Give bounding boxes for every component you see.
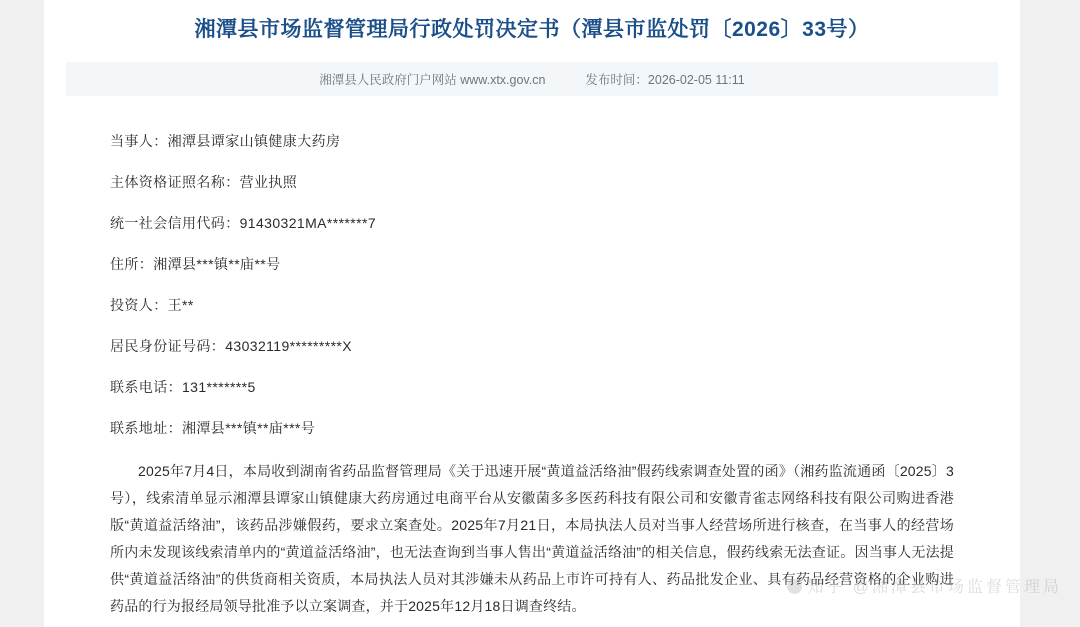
document-meta-bar (66, 62, 998, 96)
field-contact-address: 联系地址：湘潭县***镇**庙***号 (110, 420, 316, 436)
watermark-text: 知乎 @湘潭县市场监督管理局 (807, 579, 1062, 596)
field-investor: 投资人：王** (110, 297, 194, 313)
field-address: 住所：湘潭县***镇**庙**号 (110, 256, 281, 272)
field-license-name: 主体资格证照名称：营业执照 (110, 174, 298, 190)
document-paragraph: 2025年7月4日，本局收到湖南省药品监督管理局《关于迅速开展“黄道益活络油”假药线索调查处置的函》（湘药监流通函〔2025〕3号），线索清单显示湘潭县谭家山镇健康大药房通过电商平台从安徽菌多多医药科技有限公司和安徽青雀志网络科技有限公司购进香港版“黄道益活络油”，该药品涉嫌假药，要求立案查处。2025年7月21日，本局执法人员对当事人经营场所进行核查，在当事人的经营场所内未发现该线索清单内的“黄道益活络油”，也无法查询到当事人售出“黄道益活络油”的相关信息，假药线索无法查证。因当事人无法提供“黄道益活络油”的供货商相关资质，本局执法人员对其涉嫌未从药品上市许可持有人、药品批发企业、具有药品经营资格的企业购进药品的行为报经局领导批准予以立案调查，并于2025年12月18日调查终结。 (110, 463, 954, 614)
field-credit-code: 统一社会信用代码：91430321MA*******7 (110, 215, 377, 231)
page-title: 湘潭县市场监督管理局行政处罚决定书（潭县市监处罚〔2026〕33号） (194, 18, 870, 41)
page-right-margin (1020, 0, 1080, 627)
document-sheet (44, 0, 1020, 627)
page-left-margin (0, 0, 44, 627)
document-body (44, 96, 1020, 627)
field-phone: 联系电话：131*******5 (110, 379, 256, 395)
field-party: 当事人：湘潭县谭家山镇健康大药房 (110, 133, 341, 149)
meta-publish-time: 发布时间：2026-02-05 11:11 (585, 73, 745, 87)
meta-source: 湘潭县人民政府门户网站 www.xtx.gov.cn (319, 73, 546, 87)
field-id-number: 居民身份证号码：43032119*********X (110, 338, 353, 354)
